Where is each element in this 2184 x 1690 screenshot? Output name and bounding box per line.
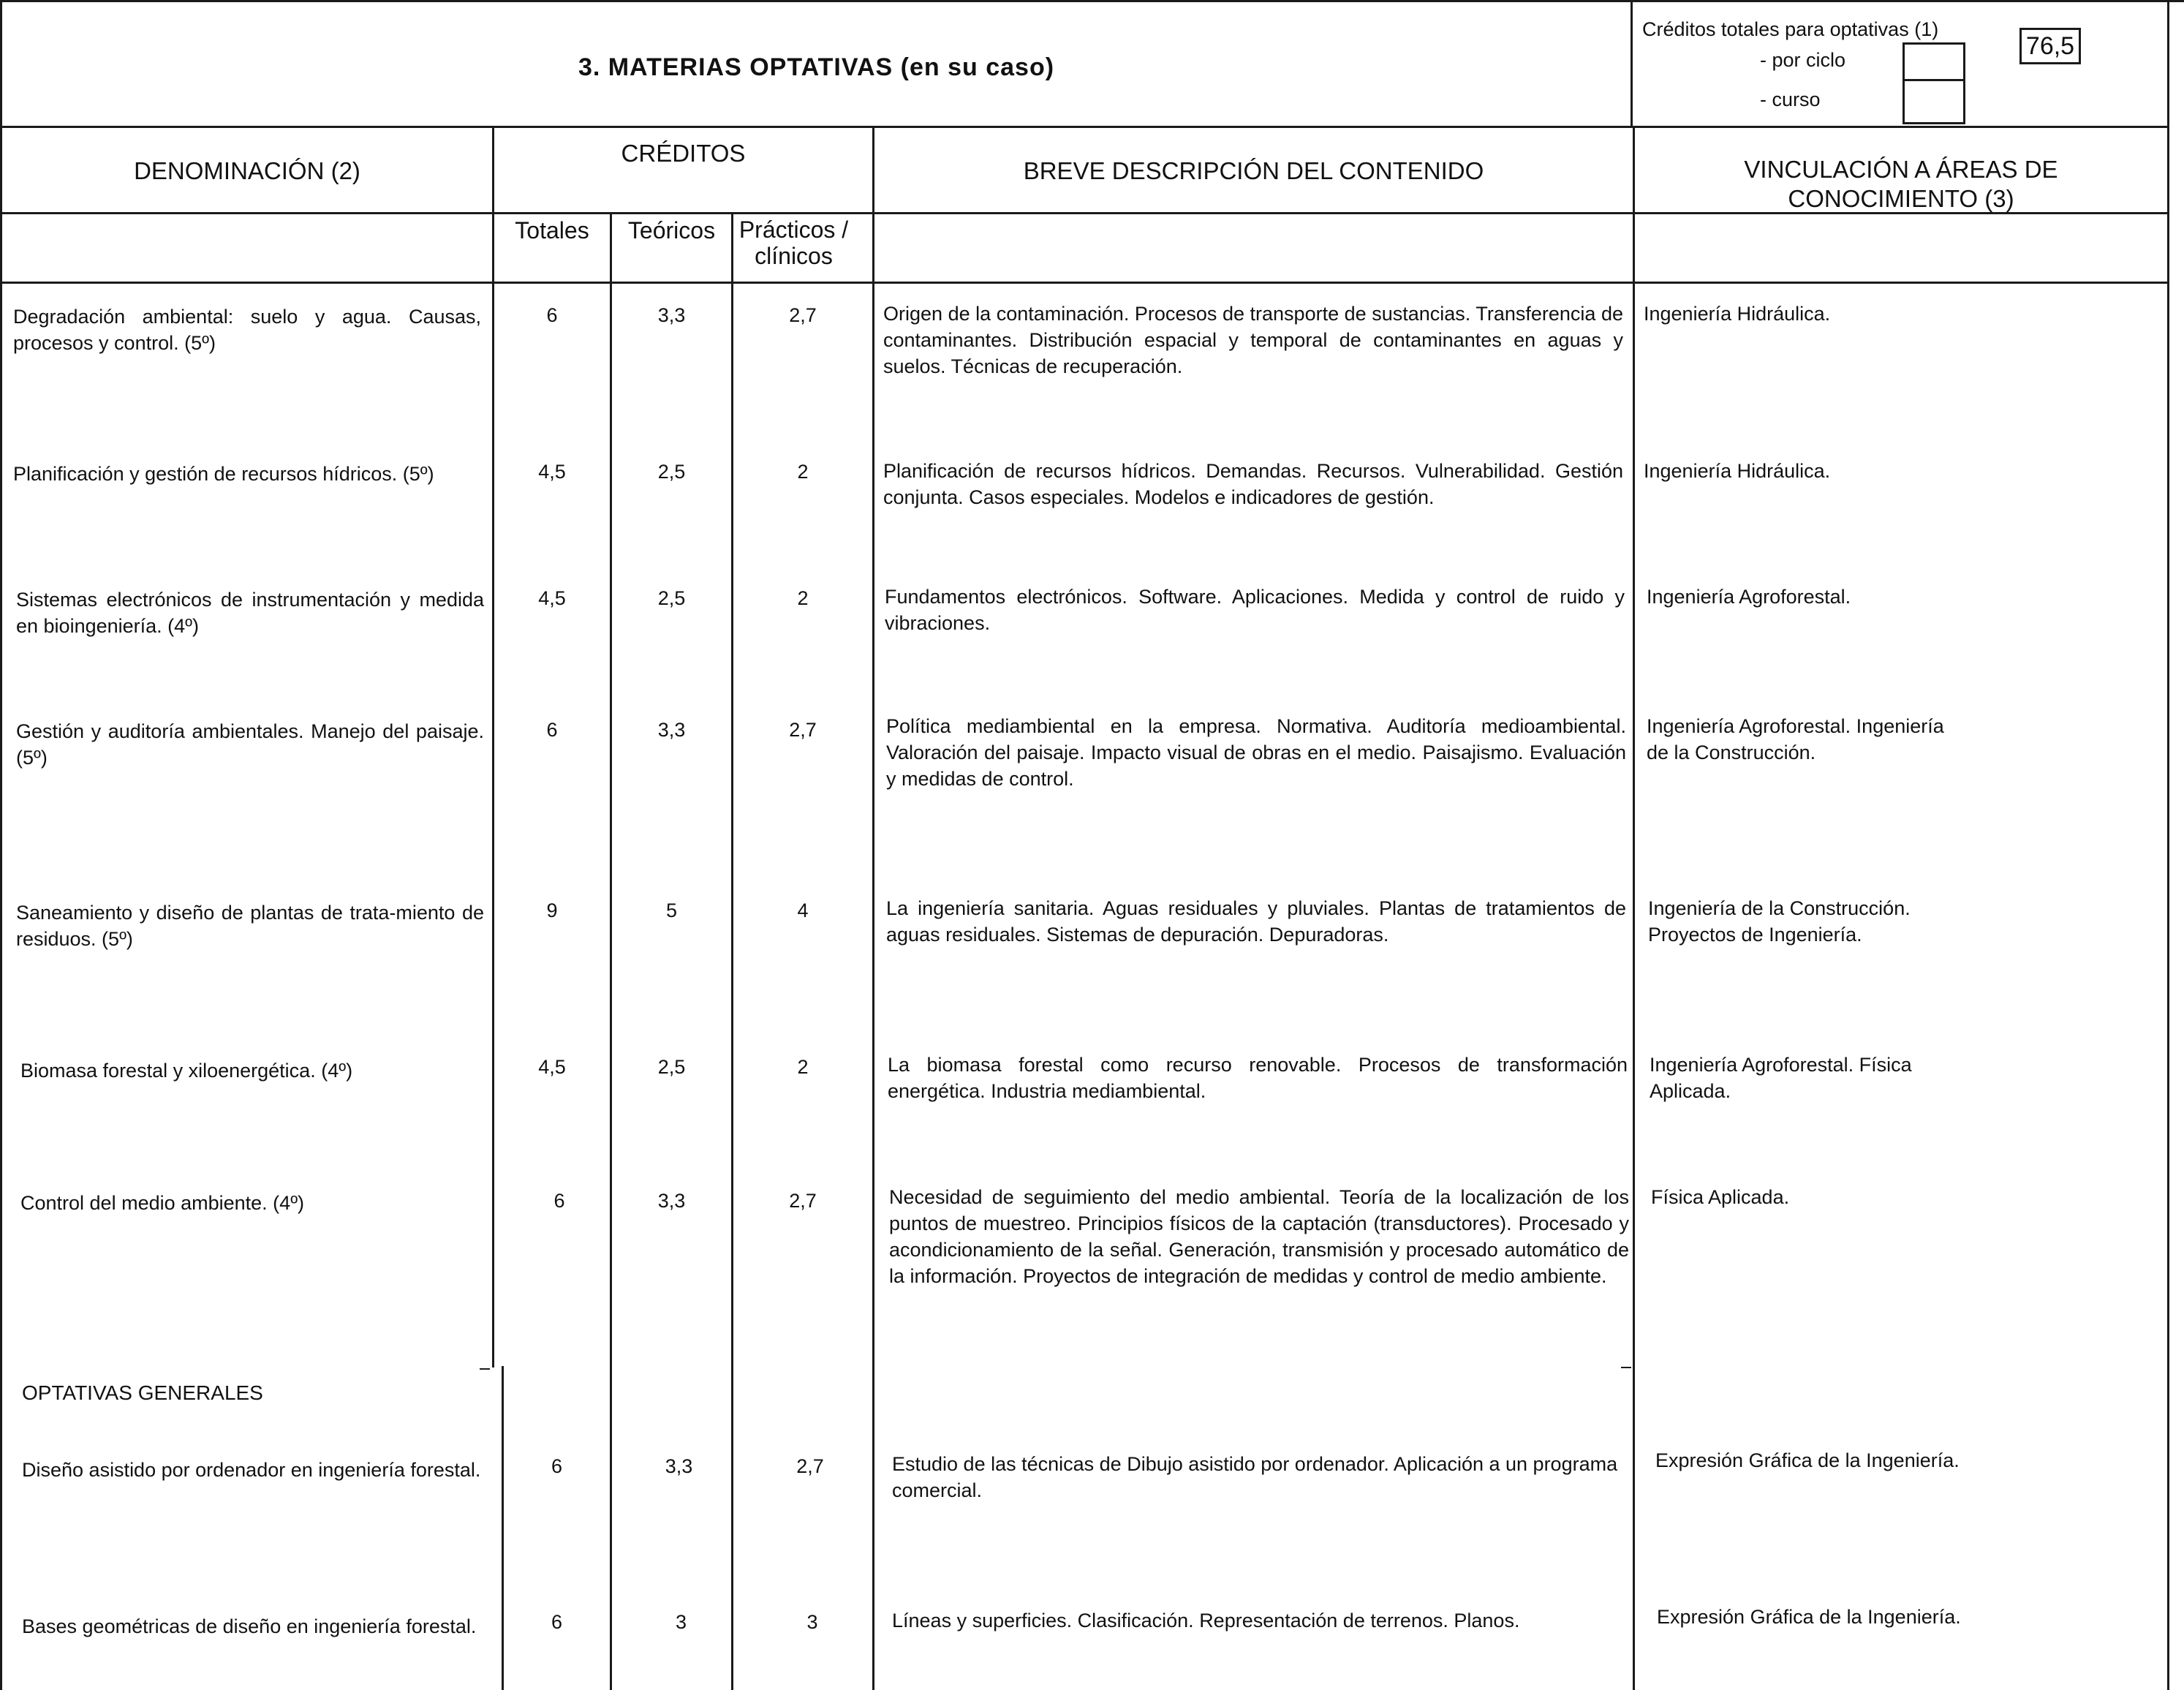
row-denominacion: Bases geométricas de diseño en ingeniería forestal. <box>22 1615 477 1637</box>
row-descripcion: Necesidad de seguimiento del medio ambiental. Teoría de la localización de los puntos de muestreo. Principios físicos de la captación (transductores). Procesado y acondicionamiento de la señal. Generación, transmisión y procesado automático de la información. Proyectos de integración de medidas y control de medio ambiente. <box>889 1186 1629 1287</box>
row-areas: Ingeniería Hidráulica. <box>1644 303 1831 325</box>
credits-total-box <box>2019 28 2081 64</box>
row-practicos: 2,7 <box>789 1190 817 1212</box>
row-areas: Ingeniería Agroforestal. Física Aplicada. <box>1650 1054 1912 1102</box>
row-denominacion: Saneamiento y diseño de plantas de trata-miento de residuos. (5º) <box>16 902 484 950</box>
row-practicos: 4 <box>797 899 809 921</box>
row-practicos: 3 <box>806 1611 818 1633</box>
row-denominacion: Control del medio ambiente. (4º) <box>20 1192 305 1214</box>
title-vertical <box>1631 0 1633 127</box>
row-denominacion: Sistemas electrónicos de instrumentación y medida en bioingeniería. (4º) <box>16 589 484 637</box>
header-divider <box>0 126 2169 128</box>
row-practicos: 2,7 <box>789 719 817 741</box>
credits-total-value: 76,5 <box>2025 32 2075 60</box>
row-descripcion: La biomasa forestal como recurso renovable. Procesos de transformación energética. Industria mediambiental. <box>888 1054 1628 1102</box>
row-teoricos: 2,5 <box>657 461 686 483</box>
row-practicos: 2,7 <box>789 304 817 326</box>
row-totales: 4,5 <box>538 1056 566 1078</box>
row-practicos: 2 <box>797 461 809 483</box>
row-teoricos: 3,3 <box>665 1455 693 1477</box>
row-totales: 6 <box>551 1455 563 1477</box>
row-teoricos: 2,5 <box>657 587 686 609</box>
row-teoricos: 2,5 <box>657 1056 686 1078</box>
border-top <box>0 0 2184 2</box>
row-totales: 6 <box>546 304 558 326</box>
page-title: 3. MATERIAS OPTATIVAS (en su caso) <box>578 53 1055 81</box>
row-denominacion: Degradación ambiental: suelo y agua. Causas, procesos y control. (5º) <box>13 306 481 354</box>
row-descripcion: Origen de la contaminación. Procesos de transporte de sustancias. Transferencia de contaminantes. Distribución espacial y temporal de contaminantes en aguas y suelos. Técnicas de recuperación. <box>883 303 1623 377</box>
scan-mark <box>1621 1367 1631 1368</box>
row-totales: 4,5 <box>538 461 566 483</box>
row-areas: Ingeniería de la Construcción. Proyectos de Ingeniería. <box>1648 897 1911 946</box>
credits-total-label: Créditos totales para optativas (1) <box>1642 18 1939 40</box>
col-header-creditos: CRÉDITOS <box>621 140 746 167</box>
row-teoricos: 3 <box>675 1611 687 1633</box>
row-descripcion: Estudio de las técnicas de Dibujo asistido por ordenador. Aplicación a un programa comercial. <box>892 1453 1618 1501</box>
row-teoricos: 3,3 <box>657 304 686 326</box>
row-descripcion: Política mediambiental en la empresa. Normativa. Auditoría medioambiental. Valoración del paisaje. Impacto visual de obras en el medio. Paisajismo. Evaluación y medidas de control. <box>886 715 1626 790</box>
row-descripcion: Líneas y superficies. Clasificación. Representación de terrenos. Planos. <box>892 1610 1520 1631</box>
curso-label: - curso <box>1760 88 1821 110</box>
section-label: OPTATIVAS GENERALES <box>22 1381 263 1404</box>
col-header-vinculacion: VINCULACIÓN A ÁREAS DE CONOCIMIENTO (3) <box>1744 156 2058 212</box>
row-teoricos: 5 <box>665 899 678 921</box>
row-areas: Expresión Gráfica de la Ingeniería. <box>1657 1606 1961 1628</box>
row-totales: 4,5 <box>538 587 566 609</box>
scan-mark <box>480 1368 490 1370</box>
row-denominacion: Diseño asistido por ordenador en ingeniería forestal. <box>22 1459 481 1481</box>
col-line-1b <box>502 1366 504 1690</box>
row-practicos: 2,7 <box>796 1455 824 1477</box>
row-practicos: 2 <box>797 587 809 609</box>
row-denominacion: Gestión y auditoría ambientales. Manejo del paisaje. (5º) <box>16 720 484 769</box>
row-areas: Expresión Gráfica de la Ingeniería. <box>1655 1449 1960 1471</box>
row-areas: Ingeniería Agroforestal. <box>1647 586 1851 608</box>
row-totales: 6 <box>551 1611 563 1633</box>
row-teoricos: 3,3 <box>657 719 686 741</box>
row-denominacion: Planificación y gestión de recursos hídricos. (5º) <box>13 463 434 485</box>
row-totales: 6 <box>553 1190 565 1212</box>
subheader-teoricos: Teóricos <box>627 217 716 244</box>
col-line-5 <box>1633 126 1635 1690</box>
por-ciclo-box <box>1903 42 1965 83</box>
row-teoricos: 3,3 <box>657 1190 686 1212</box>
border-right <box>2167 0 2169 1690</box>
subheader-practicos: Prácticos / clínicos <box>738 216 849 269</box>
row-totales: 9 <box>546 899 558 921</box>
row-areas: Ingeniería Hidráulica. <box>1644 460 1831 482</box>
row-totales: 6 <box>546 719 558 741</box>
col-header-descripcion: BREVE DESCRIPCIÓN DEL CONTENIDO <box>1023 157 1484 184</box>
border-left <box>0 0 2 1690</box>
row-areas: Física Aplicada. <box>1651 1186 1790 1208</box>
curso-box <box>1903 79 1965 124</box>
row-areas: Ingeniería Agroforestal. Ingeniería de la Construcción. <box>1647 715 1944 763</box>
subheader-totales: Totales <box>515 217 589 244</box>
row-descripcion: La ingeniería sanitaria. Aguas residuales y pluviales. Plantas de tratamientos de aguas residuales. Sistemas de depuración. Depuradoras. <box>886 897 1626 946</box>
col-header-denominacion: DENOMINACIÓN (2) <box>134 157 360 184</box>
row-descripcion: Fundamentos electrónicos. Software. Aplicaciones. Medida y control de ruido y vibraciones. <box>885 586 1625 634</box>
row-denominacion: Biomasa forestal y xiloenergética. (4º) <box>20 1060 353 1082</box>
por-ciclo-label: - por ciclo <box>1760 49 1846 71</box>
row-practicos: 2 <box>797 1056 809 1078</box>
row-descripcion: Planificación de recursos hídricos. Demandas. Recursos. Vulnerabilidad. Gestión conjunta. Casos especiales. Modelos e indicadores de gestión. <box>883 460 1623 508</box>
col-line-2 <box>610 212 612 1690</box>
subheader-divider <box>0 282 2169 284</box>
